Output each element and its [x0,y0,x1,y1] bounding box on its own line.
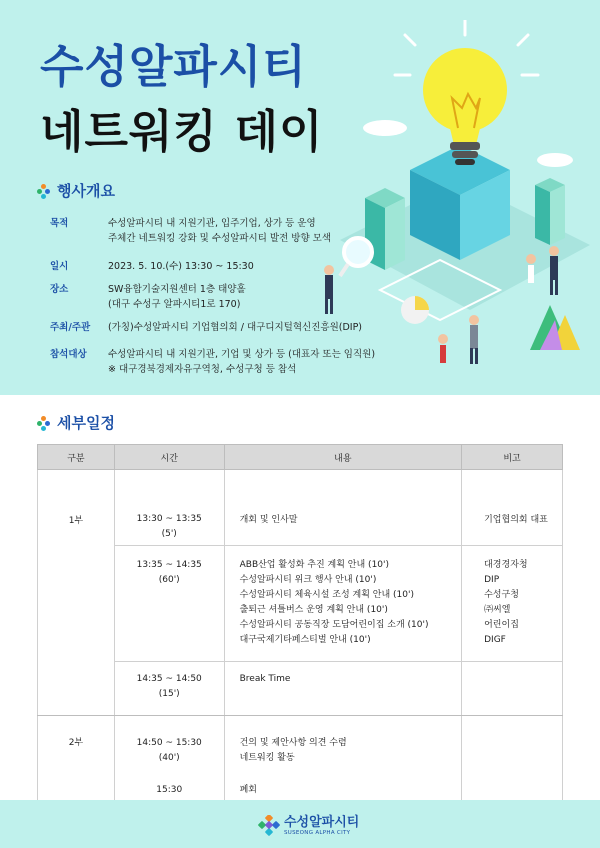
schedule-table [37,444,563,826]
event-title-line2: 네트워킹 데이 [40,105,324,158]
note-text: ㈜씨엘 [484,605,511,615]
overview-heading [37,180,115,201]
part2-label: 2부 [68,738,84,748]
venue-value [108,282,398,312]
attendees-value [108,347,408,377]
purpose-value [108,216,398,246]
content-text: 개회 및 인사말 [239,515,298,525]
note-text: DIGF [484,635,506,645]
attendees-note: ※ 대구경북경제자유구역청, 수성구청 등 참석 [108,364,297,375]
duration-text: (60') [158,575,180,585]
time-cell [114,662,224,716]
duration-text: (15') [158,689,180,699]
purpose-line: 주체간 네트워킹 강화 및 수성알파시티 발전 방향 모색 [108,233,332,244]
note-text: 기업협의회 대표 [484,515,548,525]
table-row [38,662,563,716]
content-text: 수성알파시티 위크 행사 안내 (10') [239,575,377,585]
table-row [38,470,563,546]
note-text: DIP [484,575,500,585]
time-text: 15:30 [156,785,183,795]
logo-mark-icon [258,815,280,837]
light-bulb-icon [395,20,538,165]
venue-label: 장소 [50,284,69,295]
time-text: 13:30 ~ 13:35 [136,514,202,524]
logo-subtext: SUSEONG ALPHA CITY [284,829,351,836]
host-value: (가칭)수성알파시티 기업협의회 / 대구디지털혁신진흥원(DIP) [108,322,363,333]
purpose-label: 목적 [50,218,69,229]
content-text: 수성알파시티 체육시설 조성 계획 안내 (10') [239,590,414,600]
table-header-row [38,445,563,470]
table-row [38,546,563,662]
dots-icon [37,184,51,198]
time-text: 14:50 ~ 15:30 [136,738,202,748]
datetime-label: 일시 [50,261,69,272]
content-text: 출퇴근 셔틀버스 운영 계획 안내 (10') [239,605,388,615]
col-header-note: 비고 [462,445,563,470]
note-cell [462,662,563,716]
col-header-content: 내용 [224,445,462,470]
duration-text: (5') [161,529,177,539]
logo-text: 수성알파시티 [284,814,360,830]
note-text: 어린이집 [484,620,519,630]
attendees-label: 참석대상 [50,349,87,360]
content-text: 네트워킹 활동 [239,753,295,763]
overview-heading-text: 행사개요 [57,182,115,200]
content-text: 수성알파시티 공동직장 도담어린이집 소개 (10') [239,620,429,630]
content-text: ABB산업 활성화 추진 계획 안내 (10') [239,560,390,570]
venue-line: SW융합기술지원센터 1층 태양홀 [108,284,246,295]
schedule-heading-text: 세부일정 [57,414,115,432]
venue-line: (대구 수성구 알파시티1로 170) [108,299,241,310]
col-header-category: 구분 [38,445,115,470]
content-cell [224,470,462,546]
content-cell [224,662,462,716]
note-cell [462,546,563,662]
content-cell [224,546,462,662]
part1-label: 1부 [68,516,84,526]
col-header-time: 시간 [114,445,224,470]
note-text: 대경경자청 [484,560,528,570]
content-text: 건의 및 제안사항 의견 수렴 [239,738,347,748]
schedule-heading [37,412,115,433]
time-text: 14:35 ~ 14:50 [136,674,202,684]
purpose-line: 수성알파시티 내 지원기관, 입주기업, 상가 등 운영 [108,218,316,229]
part1-cell [38,470,115,716]
time-cell [114,546,224,662]
datetime-value: 2023. 5. 10.(수) 13:30 ~ 15:30 [108,261,254,272]
content-text: 대구국제기타페스티벌 안내 (10') [239,635,371,645]
attendees-line: 수성알파시티 내 지원기관, 기업 및 상가 등 (대표자 또는 임직원) [108,349,376,360]
note-cell [462,470,563,546]
dots-icon [37,416,51,430]
time-text: 13:35 ~ 14:35 [136,560,202,570]
content-text: Break Time [239,674,291,684]
event-title-line1: 수성알파시티 [40,40,307,93]
suseong-alpha-city-logo [258,815,359,837]
content-text: 폐회 [239,785,257,795]
host-label: 주최/주관 [50,322,91,333]
time-cell [114,470,224,546]
note-text: 수성구청 [484,590,519,600]
duration-text: (40') [158,753,180,763]
